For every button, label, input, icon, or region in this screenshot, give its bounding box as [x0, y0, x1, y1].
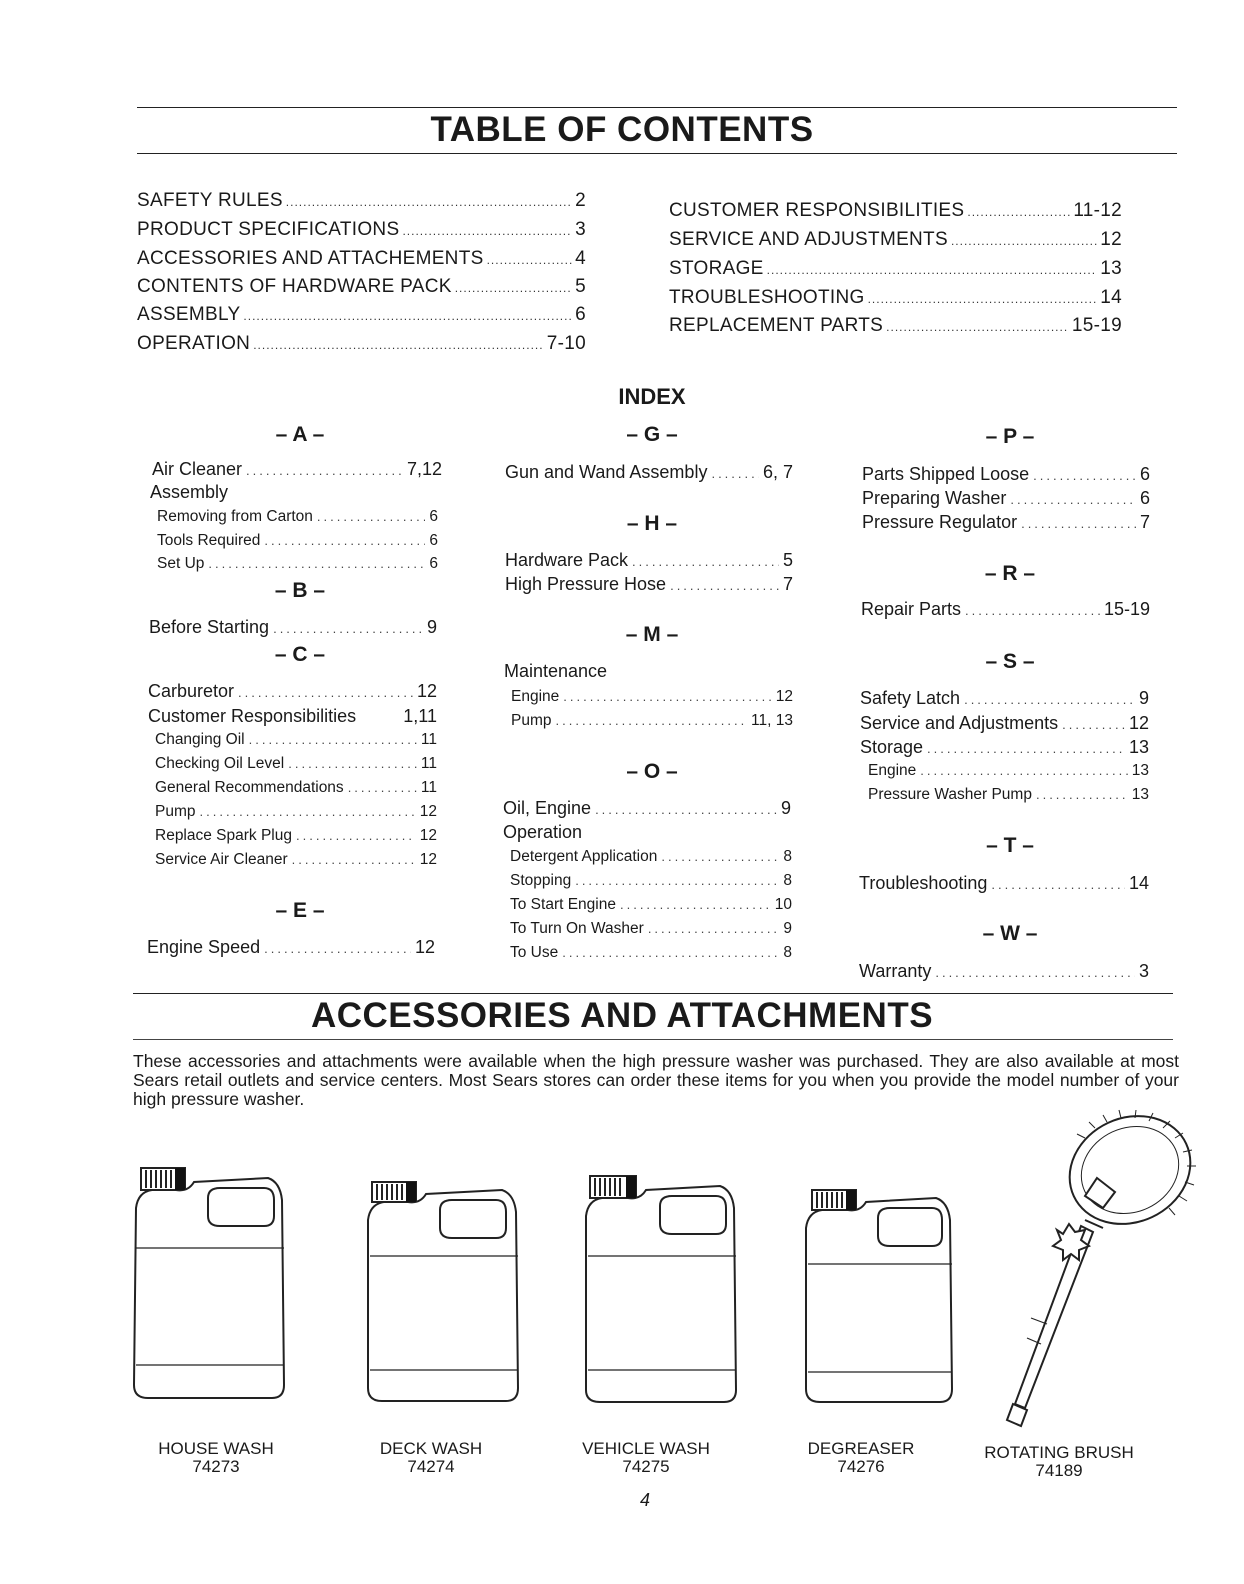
leader-dots [967, 205, 1070, 219]
index-entry-label: Tools Required [157, 532, 261, 549]
index-entry[interactable] [505, 550, 793, 571]
index-subentry[interactable] [157, 508, 438, 526]
accessories-title: ACCESSORIES AND ATTACHMENTS [310, 996, 934, 1035]
index-entry-label: Oil, Engine [503, 798, 592, 818]
index-entry-page: 9 [780, 798, 791, 818]
index-subentry[interactable] [155, 851, 437, 869]
index-entry[interactable] [147, 937, 435, 958]
index-entry-label: Changing Oil [155, 731, 245, 748]
index-entry-page: 11 [420, 731, 437, 748]
index-entry-page: 11 [420, 779, 437, 796]
index-entry-page: 12 [419, 851, 437, 868]
index-entry-label: Engine [511, 688, 560, 705]
index-entry[interactable] [862, 512, 1150, 533]
index-subentry[interactable] [511, 712, 793, 730]
leader-dots [208, 556, 425, 571]
leader-dots [288, 756, 417, 771]
index-entry-label: Checking Oil Level [155, 755, 285, 772]
leader-dots [487, 253, 573, 267]
toc-entry[interactable] [137, 248, 586, 270]
index-letter-heading: – R – [984, 562, 1036, 585]
index-entry-page: 13 [1131, 786, 1149, 803]
leader-dots [556, 713, 748, 728]
page-number: 4 [640, 1490, 651, 1510]
index-letter-heading: – E – [275, 899, 325, 922]
leader-dots [562, 945, 779, 960]
leader-dots [632, 554, 779, 569]
toc-entry-page: 3 [575, 219, 586, 240]
index-letter-heading: – M – [625, 623, 679, 646]
product-name: DECK WASH [379, 1439, 483, 1458]
rotating-brush-illustration [985, 1108, 1200, 1433]
index-entry-label: Service Air Cleaner [155, 851, 288, 868]
index-subentry[interactable] [510, 896, 792, 914]
deck-wash-jug-illustration [362, 1176, 522, 1408]
index-entry-label: To Use [510, 944, 559, 961]
index-entry-page: 5 [782, 550, 793, 570]
index-entry[interactable] [505, 462, 793, 483]
index-entry[interactable] [504, 661, 607, 682]
leader-dots [951, 234, 1097, 248]
index-entry-label: Maintenance [504, 661, 608, 681]
toc-entry[interactable] [137, 333, 586, 355]
index-entry-page: 1,11 [403, 706, 437, 726]
leader-dots [253, 338, 544, 352]
toc-entry-label: PRODUCT SPECIFICATIONS [137, 219, 400, 240]
index-entry-label: Storage [860, 737, 924, 757]
index-entry-page: 12 [419, 803, 437, 820]
product-vehicle-wash [546, 1440, 746, 1476]
index-entry[interactable] [862, 488, 1150, 509]
index-entry-page: 12 [419, 827, 437, 844]
toc-top-rule [137, 107, 1177, 108]
index-entry-label: To Start Engine [510, 896, 616, 913]
toc-entry-label: ASSEMBLY [137, 304, 241, 325]
index-entry[interactable] [859, 873, 1149, 894]
index-entry-label: Engine Speed [147, 937, 261, 957]
index-entry[interactable] [149, 617, 437, 638]
index-entry[interactable] [503, 798, 791, 819]
leader-dots [868, 292, 1098, 306]
leader-dots [1036, 787, 1128, 802]
toc-entry-label: CUSTOMER RESPONSIBILITIES [669, 200, 965, 221]
leader-dots [927, 741, 1125, 756]
index-entry-page: 9 [783, 920, 792, 937]
toc-entry-label: SERVICE AND ADJUSTMENTS [669, 229, 948, 250]
leader-dots [296, 828, 416, 843]
index-letter-heading: – T – [986, 834, 1034, 857]
index-entry-label: Customer Responsibilities [148, 706, 357, 726]
toc-entry[interactable] [669, 229, 1122, 251]
index-entry-label: Troubleshooting [859, 873, 988, 893]
leader-dots [670, 578, 779, 593]
index-letter-heading: – B – [274, 579, 326, 602]
index-entry-label: Before Starting [149, 617, 270, 637]
leader-dots [238, 685, 413, 700]
toc-bottom-rule [137, 153, 1177, 154]
leader-dots [273, 621, 423, 636]
leader-dots [264, 941, 411, 956]
index-subentry[interactable] [510, 872, 792, 890]
toc-title: TABLE OF CONTENTS [430, 110, 814, 149]
index-entry-page: 13 [1128, 737, 1149, 757]
toc-entry-label: CONTENTS OF HARDWARE PACK [137, 276, 452, 297]
index-entry-label: Set Up [157, 555, 205, 572]
index-entry-label: Preparing Washer [862, 488, 1007, 508]
index-entry-page: 9 [1138, 688, 1149, 708]
product-number: 74273 [192, 1457, 240, 1476]
toc-entry-page: 2 [575, 190, 586, 211]
leader-dots [620, 897, 771, 912]
toc-entry-label: OPERATION [137, 333, 251, 354]
index-entry-page: 6, 7 [762, 462, 793, 482]
index-letter-heading: – P – [985, 425, 1035, 448]
index-subentry[interactable] [510, 944, 792, 962]
index-entry[interactable] [505, 574, 793, 595]
toc-entry-page: 12 [1100, 229, 1122, 250]
leader-dots [965, 603, 1100, 618]
product-name: ROTATING BRUSH [984, 1443, 1134, 1462]
index-subentry[interactable] [510, 848, 792, 866]
leader-dots [402, 224, 572, 238]
index-title: INDEX [618, 384, 686, 409]
index-entry-page: 15-19 [1103, 599, 1150, 619]
index-entry-page: 6 [429, 532, 438, 549]
index-entry-label: Safety Latch [860, 688, 961, 708]
index-entry-page: 6 [1139, 464, 1150, 484]
index-letter-heading: – W – [982, 922, 1038, 945]
index-entry-label: Pump [155, 803, 196, 820]
leader-dots [455, 281, 572, 295]
index-entry[interactable] [862, 464, 1150, 485]
leader-dots [595, 802, 777, 817]
toc-entry-page: 6 [575, 304, 586, 325]
leader-dots [1010, 492, 1136, 507]
index-entry[interactable] [860, 737, 1149, 758]
index-entry-page: 6 [429, 555, 438, 572]
toc-entry-page: 15-19 [1071, 315, 1122, 336]
leader-dots [1033, 468, 1136, 483]
index-entry-page: 7,12 [406, 459, 442, 479]
degreaser-jug-illustration [800, 1184, 960, 1409]
leader-dots [317, 509, 425, 524]
index-entry-label: To Turn On Washer [510, 920, 644, 937]
toc-entry[interactable] [137, 276, 586, 298]
index-subentry[interactable] [155, 731, 437, 749]
index-entry-page: 8 [783, 848, 792, 865]
index-entry[interactable] [860, 688, 1149, 709]
index-entry[interactable] [150, 482, 228, 503]
index-entry-page: 11 [420, 755, 437, 772]
index-subentry[interactable] [155, 827, 437, 845]
index-entry-label: Repair Parts [861, 599, 962, 619]
toc-entry-label: SAFETY RULES [137, 190, 283, 211]
leader-dots [563, 689, 771, 704]
index-entry-page: 8 [783, 872, 792, 889]
index-subentry[interactable] [157, 555, 438, 573]
toc-entry-label: REPLACEMENT PARTS [669, 315, 884, 336]
index-entry-page: 7 [782, 574, 793, 594]
index-subentry[interactable] [868, 786, 1149, 804]
toc-entry[interactable] [669, 200, 1122, 222]
accessories-intro: These accessories and attachments were available when the high pressure washer was purchased. They are also available at most Sears retail outlets and service centers. Most Sears stores can order these items for you when you provide the model number of your high pressure washer. [133, 1051, 1179, 1109]
index-subentry[interactable] [155, 803, 437, 821]
leader-dots [246, 463, 403, 478]
index-entry-page: 6 [1139, 488, 1150, 508]
index-letter-heading: – H – [626, 512, 678, 535]
accessories-bottom-rule [133, 1039, 1173, 1040]
toc-entry-page: 7-10 [546, 333, 586, 354]
product-degreaser [761, 1440, 961, 1476]
toc-entry-page: 5 [575, 276, 586, 297]
toc-entry-label: STORAGE [669, 258, 764, 279]
product-house-wash [116, 1440, 316, 1476]
index-entry-label: Detergent Application [510, 848, 658, 865]
index-subentry[interactable] [511, 688, 793, 706]
index-entry-label: Warranty [859, 961, 932, 981]
index-entry-label: Carburetor [148, 681, 235, 701]
index-entry-page: 6 [429, 508, 438, 525]
index-letter-heading: – C – [274, 643, 326, 666]
leader-dots [661, 849, 779, 864]
toc-entry-page: 11-12 [1073, 200, 1122, 221]
index-entry-label: Replace Spark Plug [155, 827, 292, 844]
leader-dots [1062, 717, 1125, 732]
index-entry-page: 12 [416, 681, 437, 701]
product-rotating-brush [959, 1444, 1159, 1480]
index-entry-page: 14 [1128, 873, 1149, 893]
toc-entry[interactable] [137, 304, 586, 326]
index-entry-label: Engine [868, 762, 917, 779]
toc-entry-page: 4 [575, 248, 586, 269]
index-entry[interactable] [861, 599, 1150, 620]
index-subentry[interactable] [510, 920, 792, 938]
leader-dots [991, 877, 1125, 892]
index-entry-label: Pressure Washer Pump [868, 786, 1032, 803]
toc-entry-page: 13 [1100, 258, 1122, 279]
leader-dots [1021, 516, 1136, 531]
index-letter-heading: – A – [275, 423, 325, 446]
index-entry-page: 9 [426, 617, 437, 637]
accessories-top-rule [133, 993, 1173, 994]
index-entry-page: 10 [774, 896, 792, 913]
index-entry-page: 12 [1128, 713, 1149, 733]
index-entry-page: 12 [414, 937, 435, 957]
product-number: 74276 [837, 1457, 885, 1476]
leader-dots [249, 732, 417, 747]
leader-dots [886, 320, 1069, 334]
index-letter-heading: – S – [985, 650, 1035, 673]
index-subentry[interactable] [155, 779, 437, 797]
leader-dots [243, 309, 572, 323]
index-entry-page: 3 [1138, 961, 1149, 981]
index-entry[interactable] [148, 681, 437, 702]
product-number: 74274 [407, 1457, 455, 1476]
index-entry-page: 7 [1139, 512, 1150, 532]
leader-dots [711, 466, 759, 481]
index-subentry[interactable] [868, 762, 1149, 780]
toc-entry[interactable] [137, 219, 586, 241]
toc-entry-label: TROUBLESHOOTING [669, 287, 865, 308]
leader-dots [920, 763, 1127, 778]
index-entry[interactable] [860, 713, 1149, 734]
leader-dots [292, 852, 416, 867]
index-entry-label: Pressure Regulator [862, 512, 1018, 532]
index-entry-label: Pump [511, 712, 552, 729]
toc-entry[interactable] [669, 258, 1122, 280]
index-entry-label: General Recommendations [155, 779, 344, 796]
product-number: 74189 [1035, 1461, 1083, 1480]
leader-dots [648, 921, 780, 936]
house-wash-jug-illustration [128, 1160, 288, 1405]
product-name: DEGREASER [807, 1439, 915, 1458]
index-entry-label: High Pressure Hose [505, 574, 667, 594]
index-entry-label: Stopping [510, 872, 572, 889]
product-number: 74275 [622, 1457, 670, 1476]
index-entry[interactable] [148, 706, 437, 727]
leader-dots [935, 965, 1135, 980]
leader-dots [200, 804, 416, 819]
index-entry-page: 11, 13 [751, 712, 793, 729]
index-letter-heading: – G – [626, 423, 678, 446]
index-entry-label: Removing from Carton [157, 508, 313, 525]
toc-entry[interactable] [669, 287, 1122, 309]
index-entry-page: 13 [1131, 762, 1149, 779]
index-entry-label: Air Cleaner [152, 459, 243, 479]
index-entry-page: 12 [775, 688, 793, 705]
index-entry-label: Hardware Pack [505, 550, 629, 570]
index-entry-page: 8 [783, 944, 792, 961]
leader-dots [264, 533, 425, 548]
leader-dots [767, 263, 1098, 277]
index-entry-label: Gun and Wand Assembly [505, 462, 708, 482]
index-entry[interactable] [859, 961, 1149, 982]
index-entry[interactable] [152, 459, 442, 480]
leader-dots [575, 873, 779, 888]
index-entry[interactable] [503, 822, 582, 843]
toc-entry-label: ACCESSORIES AND ATTACHEMENTS [137, 248, 484, 269]
index-letter-heading: – O – [626, 760, 678, 783]
product-name: HOUSE WASH [158, 1439, 274, 1458]
leader-dots [348, 780, 417, 795]
leader-dots [286, 195, 572, 209]
index-subentry[interactable] [157, 532, 438, 550]
index-entry-label: Assembly [150, 482, 229, 502]
leader-dots [964, 692, 1135, 707]
toc-entry-page: 14 [1100, 287, 1122, 308]
vehicle-wash-jug-illustration [580, 1170, 740, 1410]
toc-entry[interactable] [669, 315, 1122, 337]
index-entry-label: Parts Shipped Loose [862, 464, 1030, 484]
index-entry-label: Service and Adjustments [860, 713, 1059, 733]
index-entry-label: Operation [503, 822, 583, 842]
index-subentry[interactable] [155, 755, 437, 773]
product-name: VEHICLE WASH [582, 1439, 710, 1458]
toc-entry[interactable] [137, 190, 586, 212]
product-deck-wash [331, 1440, 531, 1476]
